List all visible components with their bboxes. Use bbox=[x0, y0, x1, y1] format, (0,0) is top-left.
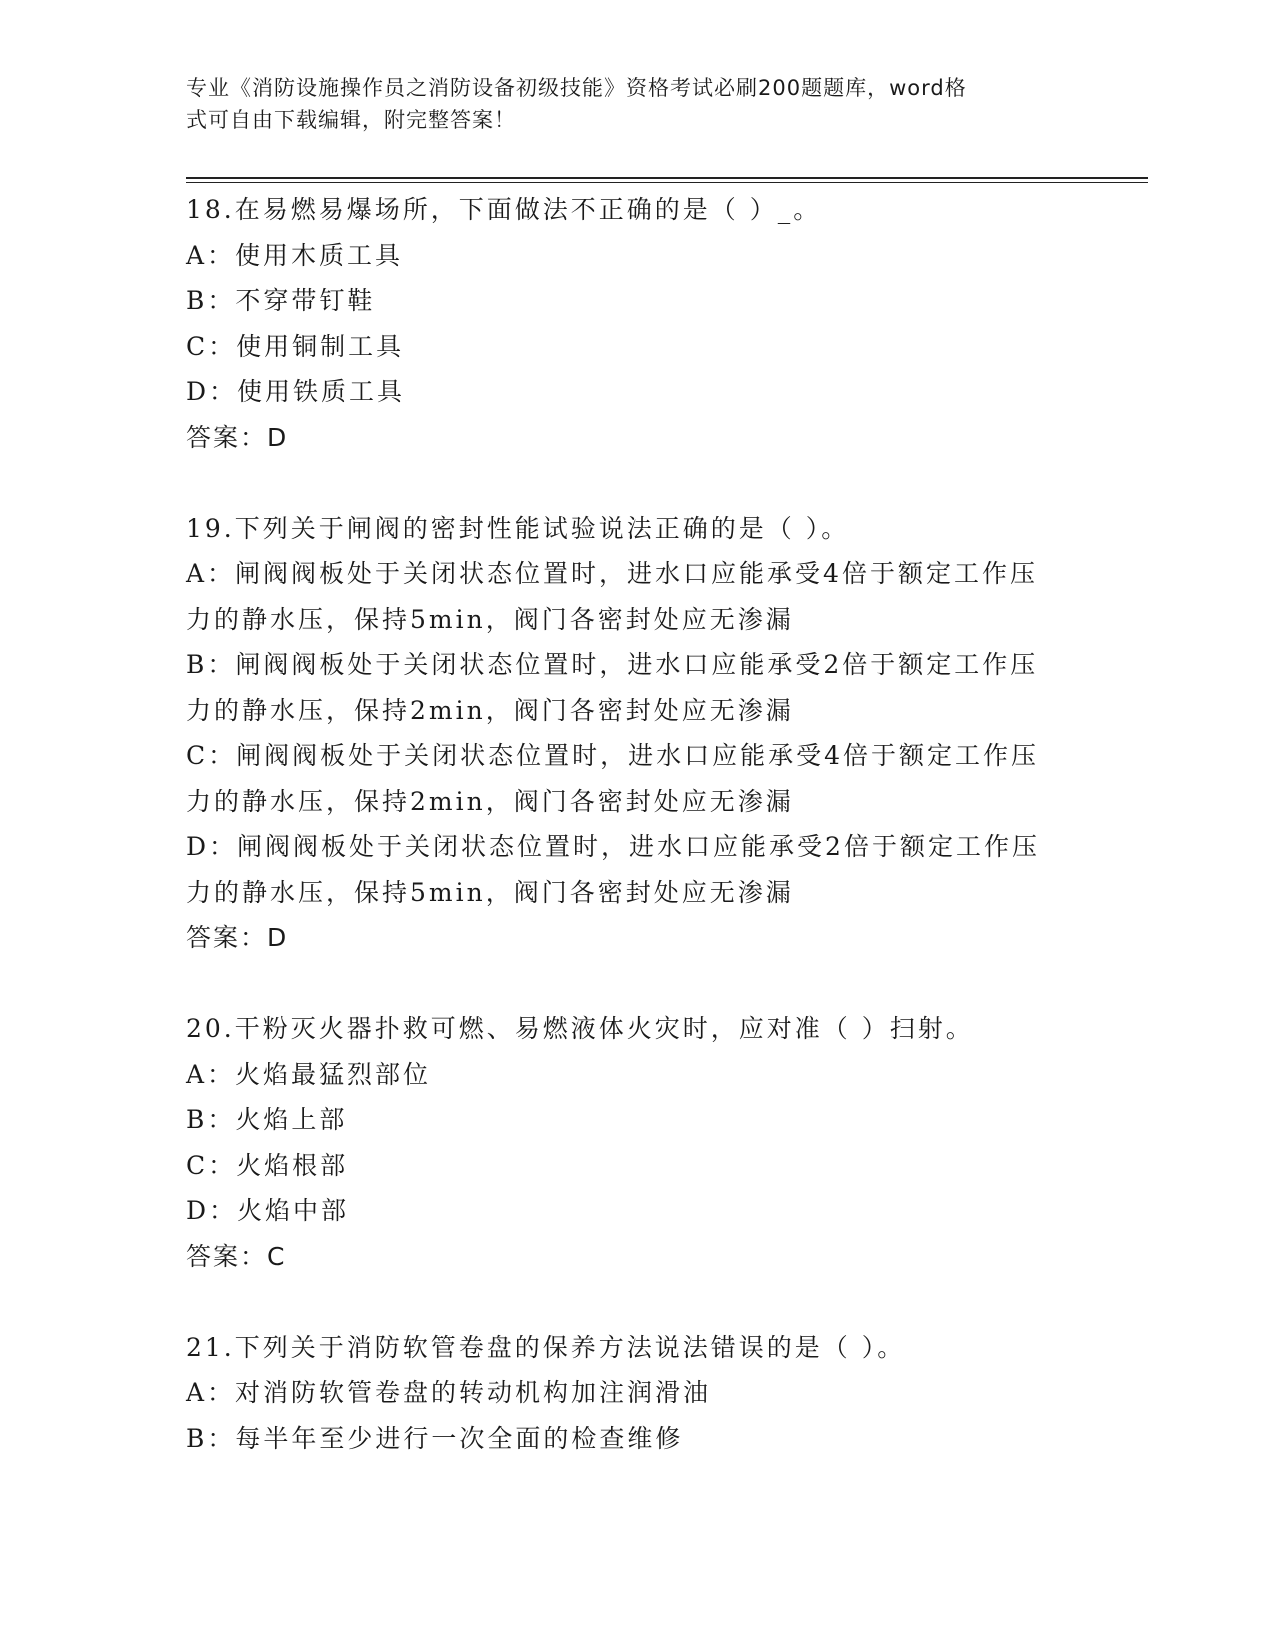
question-block bbox=[186, 187, 1086, 460]
answer-text: 答案：C bbox=[186, 1241, 287, 1271]
option-b: B：火焰上部 bbox=[186, 1105, 348, 1134]
option-d-line-1: D：闸阀阀板处于关闭状态位置时，进水口应能承受2倍于额定工作压 bbox=[186, 832, 1040, 861]
option-b: B：每半年至少进行一次全面的检查维修 bbox=[186, 1423, 684, 1453]
option-c: C：火焰根部 bbox=[186, 1150, 349, 1180]
question-block bbox=[186, 1325, 1086, 1462]
question-list bbox=[186, 187, 1086, 1461]
option-c: C：使用铜制工具 bbox=[186, 331, 405, 361]
option-c-line-1: C：闸阀阀板处于关闭状态位置时，进水口应能承受4倍于额定工作压 bbox=[186, 741, 1040, 770]
question-text: 20.干粉灭火器扑救可燃、易燃液体火灾时，应对准（ ）扫射。 bbox=[186, 1014, 974, 1043]
header-rule-thick bbox=[186, 177, 1148, 179]
question-block bbox=[186, 506, 1086, 961]
header-rule-thin bbox=[186, 182, 1148, 183]
document-header bbox=[186, 72, 1086, 136]
option-b-line-1: B：闸阀阀板处于关闭状态位置时，进水口应能承受2倍于额定工作压 bbox=[186, 650, 1039, 679]
option-d-line-2: 力的静水压，保持5min，阀门各密封处应无渗漏 bbox=[186, 877, 794, 907]
answer-text: 答案：D bbox=[186, 422, 289, 452]
option-a: A：火焰最猛烈部位 bbox=[186, 1059, 432, 1089]
question-text: 18.在易燃易爆场所，下面做法不正确的是（ ）_。 bbox=[186, 195, 822, 224]
option-a: A：使用木质工具 bbox=[186, 240, 404, 270]
option-d: D：使用铁质工具 bbox=[186, 377, 406, 406]
option-a: A：对消防软管卷盘的转动机构加注润滑油 bbox=[186, 1378, 712, 1407]
option-d: D：火焰中部 bbox=[186, 1196, 350, 1225]
option-a-line-1: A：闸阀阀板处于关闭状态位置时，进水口应能承受4倍于额定工作压 bbox=[186, 559, 1038, 588]
option-b-line-2: 力的静水压，保持2min，阀门各密封处应无渗漏 bbox=[186, 695, 794, 725]
option-b: B：不穿带钉鞋 bbox=[186, 286, 376, 315]
option-a-line-2: 力的静水压，保持5min，阀门各密封处应无渗漏 bbox=[186, 604, 794, 634]
question-text: 19.下列关于闸阀的密封性能试验说法正确的是（ ）。 bbox=[186, 513, 850, 543]
question-text: 21.下列关于消防软管卷盘的保养方法说法错误的是（ ）。 bbox=[186, 1332, 906, 1362]
question-block bbox=[186, 1006, 1086, 1279]
answer-text: 答案：D bbox=[186, 923, 289, 952]
option-c-line-2: 力的静水压，保持2min，阀门各密封处应无渗漏 bbox=[186, 786, 794, 816]
header-line-1: 专业《消防设施操作员之消防设备初级技能》资格考试必刷200题题库，word格 bbox=[186, 76, 967, 100]
header-line-2: 式可自由下载编辑，附完整答案！ bbox=[186, 108, 516, 132]
